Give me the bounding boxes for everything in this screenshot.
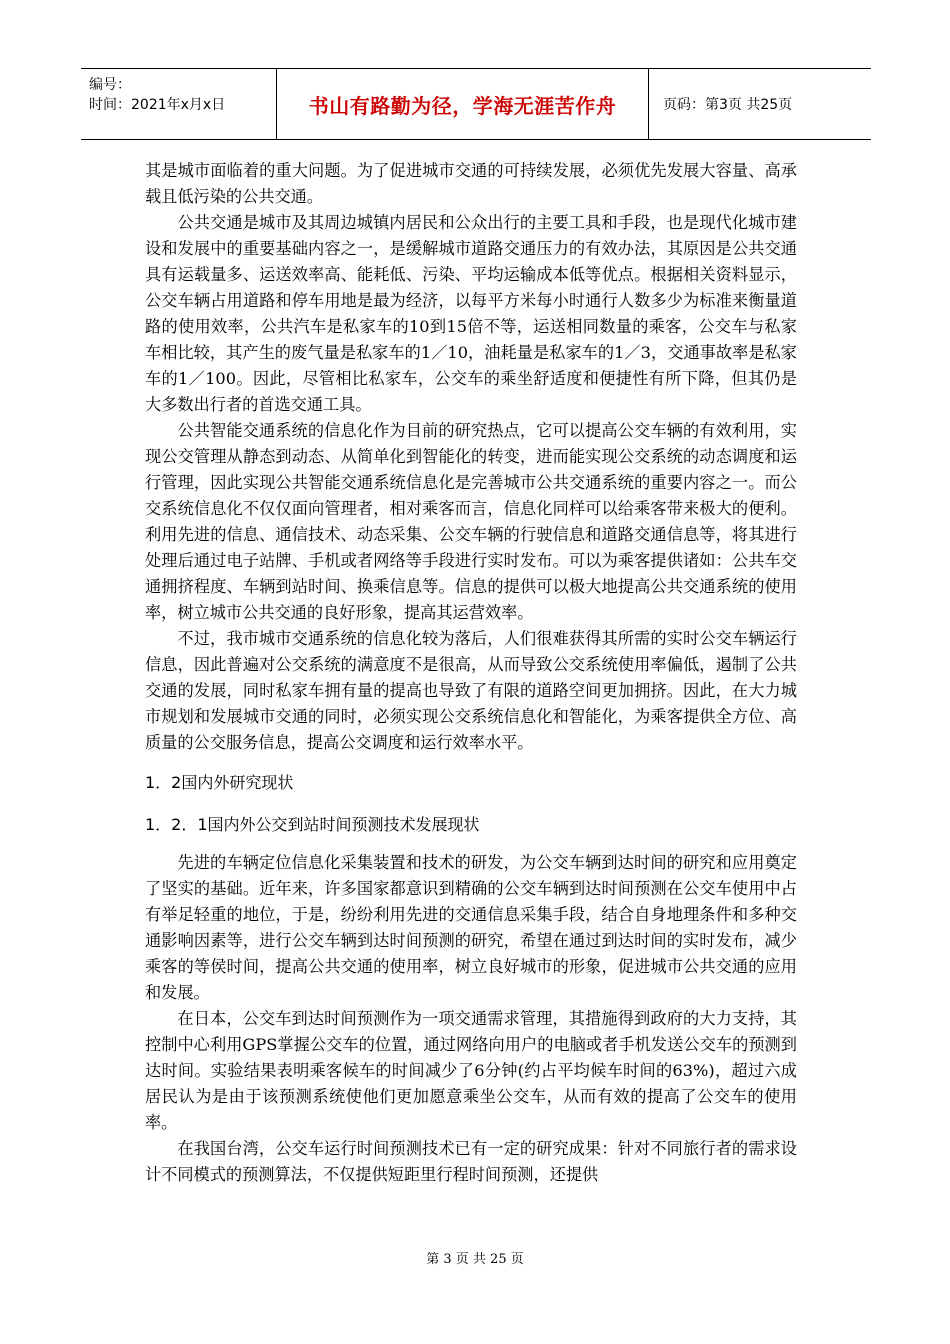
document-number-label: 编号： <box>89 77 131 93</box>
subsection-heading: 1．2．1国内外公交到站时间预测技术发展现状 <box>145 815 480 834</box>
header-meta-cell <box>81 69 277 139</box>
page-footer: 第 3 页 共 25 页 <box>426 1252 524 1267</box>
body-paragraph: 其是城市面临着的重大问题。为了促进城市交通的可持续发展，必须优先发展大容量、高承载且低污染的公共交通。 <box>145 161 797 206</box>
document-time-label: 时间：2021年x月x日 <box>89 97 226 113</box>
header-motto-cell <box>277 69 649 139</box>
body-paragraph: 不过，我市城市交通系统的信息化较为落后，人们很难获得其所需的实时公交车辆运行信息，因此普遍对公交系统的满意度不是很高，从而导致公交系统使用率偏低，遏制了公共交通的发展，同时私家车拥有量的提高也导致了有限的道路空间更加拥挤。因此，在大力城市规划和发展城市交通的同时，必须实现公交系统信息化和智能化，为乘客提供全方位、高质量的公交服务信息，提高公交调度和运行效率水平。 <box>145 629 797 752</box>
document-body <box>145 158 797 1188</box>
body-paragraph: 先进的车辆定位信息化采集装置和技术的研发，为公交车辆到达时间的研究和应用奠定了坚实的基础。近年来，许多国家都意识到精确的公交车辆到达时间预测在公交车使用中占有举足轻重的地位，于是，纷纷利用先进的交通信息采集手段，结合自身地理条件和多种交通影响因素等，进行公交车辆到达时间预测的研究，希望在通过到达时间的实时发布，减少乘客的等侯时间，提高公共交通的使用率，树立良好城市的形象，促进城市公共交通的应用和发展。 <box>145 853 797 1002</box>
page-header <box>81 68 871 140</box>
body-paragraph: 在我国台湾，公交车运行时间预测技术已有一定的研究成果：针对不同旅行者的需求设计不同模式的预测算法，不仅提供短距里行程时间预测，还提供 <box>145 1139 797 1184</box>
header-motto: 书山有路勤为径，学海无涯苦作舟 <box>308 93 617 118</box>
body-paragraph: 公共交通是城市及其周边城镇内居民和公众出行的主要工具和手段，也是现代化城市建设和发展中的重要基础内容之一，是缓解城市道路交通压力的有效办法，其原因是公共交通具有运载量多、运送效率高、能耗低、污染、平均运输成本低等优点。根据相关资料显示，公交车辆占用道路和停车用地是最为经济，以每平方米每小时通行人数多少为标准来衡量道路的使用效率，公共汽车是私家车的10到15倍不等，运送相同数量的乘客，公交车与私家车相比较，其产生的废气量是私家车的1／10，油耗量是私家车的1／3，交通事故率是私家车的1／100。因此，尽管相比私家车，公交车的乘坐舒适度和便捷性有所下降，但其仍是大多数出行者的首选交通工具。 <box>145 213 797 414</box>
header-page-code: 页码：第3页 共25页 <box>663 97 793 113</box>
body-paragraph: 公共智能交通系统的信息化作为目前的研究热点，它可以提高公交车辆的有效利用，实现公交管理从静态到动态、从简单化到智能化的转变，进而能实现公交系统的动态调度和运行管理，因此实现公共智能交通系统信息化是完善城市公共交通系统的重要内容之一。而公交系统信息化不仅仅面向管理者，相对乘客而言，信息化同样可以给乘客带来极大的便利。利用先进的信息、通信技术、动态采集、公交车辆的行驶信息和道路交通信息等，将其进行处理后通过电子站牌、手机或者网络等手段进行实时发布。可以为乘客提供诸如：公共车交通拥挤程度、车辆到站时间、换乘信息等。信息的提供可以极大地提高公共交通系统的使用率，树立城市公共交通的良好形象，提高其运营效率。 <box>145 421 797 622</box>
section-heading: 1．2国内外研究现状 <box>145 773 294 792</box>
body-paragraph: 在日本，公交车到达时间预测作为一项交通需求管理，其措施得到政府的大力支持，其控制中心利用GPS掌握公交车的位置，通过网络向用户的电脑或者手机发送公交车的预测到达时间。实验结果表明乘客候车的时间减少了6分钟(约占平均候车时间的63%)，超过六成居民认为是由于该预测系统使他们更加愿意乘坐公交车，从而有效的提高了公交车的使用率。 <box>145 1009 797 1132</box>
header-page-cell <box>649 69 871 139</box>
